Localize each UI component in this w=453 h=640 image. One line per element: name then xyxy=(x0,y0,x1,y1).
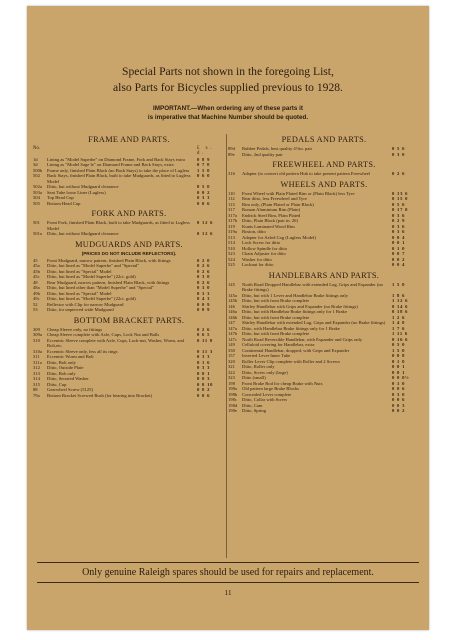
part-description: Rear Mudguard, narrow pattern, finished Plain Black, with fittings xyxy=(47,279,170,285)
part-description: Ditto, Collar with Screw xyxy=(242,397,288,402)
part-price: 0 3 6 xyxy=(392,212,406,218)
part-number: 309a xyxy=(33,332,42,338)
part-row xyxy=(33,307,225,313)
part-price: 0 6 5 xyxy=(197,332,211,338)
part-number: 320 xyxy=(228,358,235,364)
section-title: MUDGUARDS AND PARTS. xyxy=(75,239,183,249)
part-description: Adapter (to convert old pattern Hub to take present pattern Freewheel xyxy=(242,171,371,176)
part-description: Ditto, but with front Brake complete xyxy=(242,331,310,336)
part-price: 0 1 6 xyxy=(197,359,211,365)
part-description: Cheap Sleeve complete with Axle, Cups, Lock Nut and Balls xyxy=(47,332,160,338)
part-price: 0 0 1 xyxy=(392,369,406,375)
page-number: 11 xyxy=(224,588,232,597)
part-number: 322 xyxy=(228,369,235,375)
part-description: Roman Aluminium Rim (Plain) xyxy=(242,207,301,212)
part-number: 198e xyxy=(228,408,237,413)
part-description: Ditto, but without Mudguard clearance xyxy=(47,231,119,237)
part-number: 198c xyxy=(228,397,237,402)
part-number: 315 xyxy=(33,381,40,387)
part-description: Ditto, but with front Brake complete xyxy=(242,314,310,320)
part-number: 48 xyxy=(33,279,38,285)
part-row xyxy=(33,201,225,207)
part-description: Frame only, finished Plain Black (no Back Stays) to take the place of Lugless xyxy=(47,167,190,173)
part-price: 0 15 0 xyxy=(392,196,409,201)
part-price: 0 16 6 xyxy=(392,336,409,342)
part-number: 52 xyxy=(33,301,38,307)
part-price: 0 8 9 xyxy=(197,156,211,162)
part-description: Rim only, (Plain Plated or Plain Black) xyxy=(242,201,314,207)
page-title-line-1: Special Parts not shown in the foregoing List, xyxy=(122,65,334,78)
left-column xyxy=(33,132,225,560)
part-price: 0 14 6 xyxy=(392,303,409,309)
part-number: 45 xyxy=(33,257,38,263)
part-number: 316 xyxy=(228,171,235,176)
part-price: 0 13 6 xyxy=(392,190,409,196)
part-description: Ditto, Bob only xyxy=(47,370,76,376)
part-description: Eccentric Sleeve only, less all its rings xyxy=(47,348,118,354)
part-price: 0 1 0 xyxy=(392,380,406,386)
part-description: Ditto, Bolt only xyxy=(47,359,76,365)
part-number: 319a xyxy=(228,229,237,234)
part-description: Rear ditto, less Freewheel and Tyre xyxy=(242,196,307,201)
part-price: 1 5 0 xyxy=(392,281,406,287)
part-number: 524 xyxy=(228,256,235,262)
part-description: Back Stays, finished Plain Black, built to take Mudguards, as fitted to Lugless Model xyxy=(47,173,191,184)
part-number: 145b xyxy=(228,298,238,303)
part-description: Ditto, but with front Brake complete xyxy=(242,298,310,303)
part-price: 0 6 0 xyxy=(197,173,211,179)
part-description: Celluloid covering for Handlebar, extra xyxy=(242,342,315,347)
part-description: Ditto, Cup xyxy=(47,381,67,387)
part-description: Ditto, Roller only xyxy=(242,364,275,369)
part-number: 510 xyxy=(228,245,235,251)
part-price: 0 2 0 xyxy=(197,257,211,263)
part-price: 0 18 6 xyxy=(392,309,409,314)
part-price: 1 4 0 xyxy=(392,320,406,325)
part-price: 0 12 6 xyxy=(197,231,214,237)
part-price: 0 0 3 xyxy=(392,402,406,408)
part-number: 89e xyxy=(228,151,235,157)
part-description: Locknut for ditto xyxy=(242,262,274,267)
part-description: Ditto, but with Handlebar Brake fittings only for 1 Brake xyxy=(242,309,347,314)
column-header-spacer xyxy=(47,146,197,157)
part-description: Ditto, with Handlebar Brake fittings only for 1 Brake xyxy=(242,325,340,331)
part-price: 0 5 6 xyxy=(392,146,406,151)
part-description: Front Fork, finished Plain Black, built to take Mudguards, as fitted to Lugless Model xyxy=(47,220,190,231)
part-price: 0 3 6 xyxy=(392,223,406,229)
part-number: 112 xyxy=(228,196,235,201)
part-description: Ditto, Screw only (large) xyxy=(242,369,288,375)
part-description: Front Brake Rod for cheap Brake with Nuts xyxy=(242,380,323,386)
part-number: 505 xyxy=(33,200,40,206)
part-price: 1 2 6 xyxy=(392,314,406,320)
part-description: Chain Adjuster for ditto xyxy=(242,251,286,256)
section-title: HANDLEBARS AND PARTS. xyxy=(268,270,380,280)
part-description: Shirley Handlebar with Grips and Expander (no Brake fittings) xyxy=(242,303,358,309)
part-description: Front Mudguard, narrow pattern, finished Plain Black, with fittings xyxy=(47,257,171,263)
part-description: Lock Screw for ditto xyxy=(242,240,281,245)
footer-rule-top xyxy=(37,562,419,563)
part-price: 0 12 6 xyxy=(197,220,214,226)
part-number: 45b xyxy=(33,268,40,274)
column-header-price: £ s. d. xyxy=(197,146,214,157)
part-number: 49b xyxy=(33,290,40,296)
part-price: 0 7 0 xyxy=(197,162,211,168)
part-price: 0 3 0 xyxy=(197,285,211,291)
part-price: 0 17 0 xyxy=(392,207,409,212)
part-price: 0 0 0½ xyxy=(392,375,410,380)
part-number: 3d xyxy=(33,162,38,168)
part-number: 145 xyxy=(228,281,235,287)
part-description: Ditto, Cam xyxy=(242,402,263,408)
section-note: (PRICES DO NOT INCLUDE REFLECTORS). xyxy=(81,250,177,256)
part-number: 146a xyxy=(228,309,237,314)
part-price: 0 3 3 xyxy=(197,290,211,296)
part-price: 1 5 0 xyxy=(392,347,406,353)
right-column xyxy=(228,132,420,560)
part-description: Ditto, but lined as "Special" Model xyxy=(47,268,112,274)
part-number: 501a xyxy=(33,231,42,237)
part-number: 503a xyxy=(33,189,42,195)
part-number: 310 xyxy=(33,337,40,343)
part-number: 157 xyxy=(228,353,235,358)
part-number: 88 xyxy=(33,387,38,393)
part-number: 53 xyxy=(33,307,38,313)
part-number: 523 xyxy=(228,251,235,256)
part-number: 149 xyxy=(228,342,235,347)
part-description: Lining as "Model Sage le" on Diamond Frame and Back Stays, extra xyxy=(47,162,174,168)
part-row xyxy=(228,262,420,268)
part-description: Ditto, Spring xyxy=(242,408,266,413)
part-price: 0 3 3 xyxy=(197,365,211,371)
part-number: 198b xyxy=(228,391,238,397)
part-description: Bottom Head Cup xyxy=(47,200,81,206)
part-row xyxy=(228,171,420,177)
part-description: Ditto, Outside Plate xyxy=(47,365,84,371)
part-price: 0 0 2 xyxy=(392,256,406,262)
part-price: 0 0 2 xyxy=(197,189,211,195)
part-number: 314 xyxy=(33,376,40,382)
part-number: 321 xyxy=(228,364,235,369)
part-description: Hollow Spindle for ditto xyxy=(242,245,288,251)
part-price: 0 0 10 xyxy=(197,381,214,387)
section-title: FORK AND PARTS. xyxy=(91,209,167,219)
part-price: 0 3 3 xyxy=(197,354,211,360)
part-price: 0 0 7 xyxy=(392,251,406,256)
part-number: 323 xyxy=(228,375,235,380)
part-description: Kunts Laminated Wood Rim xyxy=(242,223,295,229)
part-description: Lining as "Model Superbe" on Diamond Frame, Fork and Back Stays extra xyxy=(47,156,185,162)
part-description: Adapter for Axled Cog (Lugless Model) xyxy=(242,234,316,240)
part-price: 1 8 6 xyxy=(392,292,406,298)
part-number: 45a xyxy=(33,263,40,269)
part-price: 0 5 0 xyxy=(197,184,211,190)
part-number: 147 xyxy=(228,320,235,325)
part-price: 0 0 6 xyxy=(197,200,211,206)
part-row xyxy=(33,231,225,237)
part-number: 147c xyxy=(228,336,237,342)
part-description: Ditto, but lined other than "Model Superbe" and "Special" xyxy=(47,285,154,291)
part-number: 502 xyxy=(33,173,40,179)
part-price: 0 2 6 xyxy=(197,263,211,269)
part-price: 1 11 6 xyxy=(392,331,409,336)
part-description: Ditto, 2nd quality pair xyxy=(242,151,283,157)
part-description: Bottom Bracket Screwed Bush (for bearing into Bracket) xyxy=(47,392,152,398)
part-description: Endrick Steel Rim, Plain Plated xyxy=(242,212,301,218)
part-description: North Road Reversible Handlebar, with Expander and Grips only xyxy=(242,336,363,342)
part-description: Ditto, but lined as "Model Superbe" and "Special" xyxy=(47,263,140,269)
part-number: 198a xyxy=(228,386,237,391)
part-description: Eccentric Worm and Bolt xyxy=(47,354,94,360)
part-number: 311 xyxy=(33,354,40,360)
part-description: Ditto, but with 1 Lever and Handlebar Brake fittings only xyxy=(242,292,348,298)
part-price: 0 11 3 xyxy=(197,348,214,354)
catalogue-page xyxy=(27,6,429,630)
part-number: 309 xyxy=(33,326,40,332)
part-price: 0 2 6 xyxy=(197,279,211,285)
part-number: 313 xyxy=(33,370,40,376)
part-price: 0 4 3 xyxy=(197,296,211,302)
part-price: 1 7 6 xyxy=(392,325,406,331)
part-number: 147a xyxy=(228,325,237,331)
part-price: 0 1 0 xyxy=(392,245,406,251)
page-title-line-2: also Parts for Bicycles supplied previous to 1928. xyxy=(113,81,343,94)
part-number: 504 xyxy=(33,195,40,201)
part-number: 49c xyxy=(33,296,40,302)
part-description: Ditto, Plain Black (pair in. 26) xyxy=(242,218,299,223)
part-price: 0 2 9 xyxy=(392,218,406,223)
part-price: 0 0 6 xyxy=(392,397,406,402)
part-description: Reflector with Clip for narrow Mudguard xyxy=(47,301,124,307)
part-description: Old pattern large Brake Blocks xyxy=(242,386,300,391)
part-price: 0 2 6 xyxy=(197,268,211,274)
part-price: 0 5 0 xyxy=(392,342,406,347)
part-row xyxy=(228,282,420,293)
column-header xyxy=(33,146,225,157)
footer-note: Only genuine Raleigh spares should be used for repairs and replacement. xyxy=(82,567,374,578)
important-note-line-2: is imperative that Machine Number should be quoted. xyxy=(147,114,309,121)
part-price: 0 0 1 xyxy=(392,364,406,369)
part-number: 89d xyxy=(228,146,235,151)
part-description: Ditto (small) xyxy=(242,375,266,380)
part-price: 1 5 0 xyxy=(197,167,211,173)
part-number: 1d xyxy=(33,156,38,162)
part-price: 0 1 0 xyxy=(392,358,406,364)
part-description: Cheap Sleeve only, no fittings xyxy=(47,326,103,332)
part-description: Washer for ditto xyxy=(242,256,272,262)
part-number: 317b xyxy=(228,218,238,223)
footer-rule-bottom xyxy=(37,582,419,583)
part-price: 0 0 8 xyxy=(392,353,406,358)
part-description: Front Wheel with Plain Plated Rim or (Plain Black) less Tyre xyxy=(242,190,355,196)
part-row xyxy=(33,173,225,184)
part-price: 0 0 1 xyxy=(197,370,211,376)
part-number: 312 xyxy=(33,365,40,371)
part-price: 0 0 9 xyxy=(197,307,211,313)
part-row xyxy=(33,338,225,349)
column-divider xyxy=(226,134,227,558)
part-number: 310a xyxy=(33,348,42,354)
part-description: Ditto, but lined as "Special" Model xyxy=(47,290,112,296)
important-note-line-1: IMPORTANT.—When ordering any of these parts it xyxy=(153,105,303,112)
part-description: Gearwheel Screw (5125) xyxy=(47,387,93,393)
part-description: Seat Tube loose Liner (Lugless) xyxy=(47,189,106,195)
section-title: FREEWHEEL AND PARTS. xyxy=(272,160,376,169)
part-description: Ditto, but without Mudguard clearance xyxy=(47,184,119,190)
part-number: 502a xyxy=(33,184,42,190)
part-price: 0 3 6 xyxy=(392,229,406,234)
part-price: 0 0 2 xyxy=(392,408,406,413)
part-description: Ditto, but lined as "Model Superbe" (22ct. gold) xyxy=(47,296,136,302)
part-description: Top Head Cup xyxy=(47,195,74,201)
part-number: 146 xyxy=(228,303,235,309)
part-row xyxy=(228,408,420,414)
part-number: 514 xyxy=(228,240,235,245)
part-price: 0 3 0 xyxy=(392,151,406,157)
part-number: 113 xyxy=(228,201,235,207)
part-price: 0 0 2 xyxy=(197,387,211,393)
part-number: 501 xyxy=(33,220,40,226)
section-title: BOTTOM BRACKET PARTS. xyxy=(73,315,185,325)
part-description: Rubber Pedals, best quality 4½in. pair xyxy=(242,146,313,151)
part-number: 79a xyxy=(33,392,40,398)
part-price: 0 2 6 xyxy=(197,326,211,332)
part-number: 311a xyxy=(33,359,42,365)
part-price: 1 12 6 xyxy=(392,298,409,303)
part-price: 0 0 1 xyxy=(392,240,406,245)
part-price: 0 0 9 xyxy=(197,301,211,307)
section-title: WHEELS AND PARTS. xyxy=(280,179,368,189)
part-price: 0 0 4 xyxy=(392,234,406,240)
part-number: 525 xyxy=(228,262,235,267)
part-description: North Road Dropped Handlebar with extended Lug, Grips and Expander (no Brake fittings) xyxy=(242,281,383,292)
part-description: Ditto, for unpierced wide Mudguard xyxy=(47,307,114,313)
part-description: Inverted Lever Inner Tube xyxy=(242,353,291,358)
part-description: Shirley Handlebar with extended Lug, Grips and Expander (no Brake fittings) xyxy=(242,320,386,325)
part-price: 0 0 3 xyxy=(197,376,211,382)
part-description: Boston, ditto xyxy=(242,229,266,234)
section-title: FRAME AND PARTS. xyxy=(88,135,170,144)
part-number: 330 xyxy=(228,347,235,353)
part-price: 0 3 0 xyxy=(392,391,406,397)
part-description: Ditto, but lined as "Model Superbe" (22ct. gold) xyxy=(47,274,136,280)
part-description: Eccentric Sleeve complete with Axle, Cups, Lock-nut, Washer, Worm, and Bolt,etc. xyxy=(47,337,184,349)
part-number: 45c xyxy=(33,274,40,280)
part-price: 0 0 6 xyxy=(392,386,406,391)
part-description: Concealed Lever complete xyxy=(242,391,292,397)
part-price: 0 2 6 xyxy=(392,171,406,176)
part-price: 0 3 0 xyxy=(197,274,211,280)
part-row xyxy=(33,393,225,399)
part-price: 0 0 6 xyxy=(197,392,211,398)
part-number: 500b xyxy=(33,167,43,173)
part-number: 48a xyxy=(33,285,40,291)
part-number: 110 xyxy=(228,190,235,196)
section-title: PEDALS AND PARTS. xyxy=(281,135,367,144)
part-description: Ditto, Serrated Washer xyxy=(47,376,89,382)
column-header-no: No. xyxy=(33,146,41,151)
part-number: 145a xyxy=(228,292,237,298)
part-price: 0 0 4 xyxy=(392,262,406,267)
part-description: Roller Lever Clip complete with Roller and 2 Screws xyxy=(242,358,340,364)
part-description: Continental Handlebar, dropped, with Grips and Expander xyxy=(242,347,350,353)
part-number: 317 xyxy=(228,207,235,212)
part-number: 146b xyxy=(228,314,238,320)
part-number: 317a xyxy=(228,212,237,218)
part-row xyxy=(33,220,225,231)
part-price: 0 3 3 xyxy=(197,195,211,201)
part-number: 198 xyxy=(228,380,235,386)
part-number: 513 xyxy=(228,234,235,240)
part-number: 319 xyxy=(228,223,235,229)
part-number: 198d xyxy=(228,402,238,408)
part-price: 0 11 0 xyxy=(197,337,214,343)
part-number: 147b xyxy=(228,331,238,336)
part-row xyxy=(228,152,420,158)
part-price: 0 5 6 xyxy=(392,201,406,207)
